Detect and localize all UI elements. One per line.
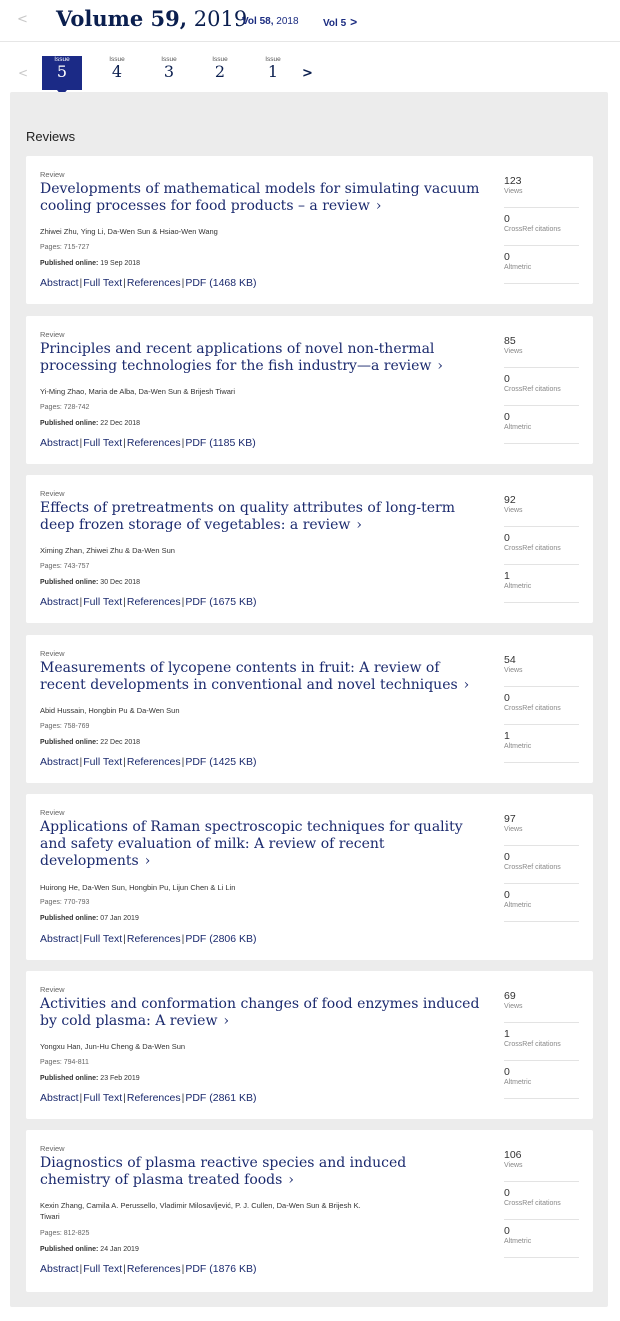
- altmetric-metric: 0 Altmetric: [504, 887, 579, 922]
- chevron-right-icon: >: [350, 15, 358, 29]
- full-text-link[interactable]: Full Text: [83, 277, 123, 289]
- chevron-right-icon: ›: [437, 358, 444, 374]
- article-authors: Yongxu Han, Jun-Hu Cheng & Da-Wen Sun: [40, 1042, 186, 1051]
- article-links: Abstract|Full Text|References|PDF (1675 KB): [40, 596, 257, 608]
- altmetric-metric: 1 Altmetric: [504, 728, 579, 763]
- abstract-link[interactable]: Abstract: [40, 933, 79, 945]
- crossref-metric: 0 CrossRef citations: [504, 690, 579, 725]
- issue-tab-number: 1: [267, 62, 279, 81]
- pdf-link[interactable]: PDF (1876 KB): [185, 1263, 257, 1275]
- article-authors: Abid Hussain, Hongbin Pu & Da-Wen Sun: [40, 706, 180, 715]
- article-links: Abstract|Full Text|References|PDF (1876 KB): [40, 1263, 257, 1275]
- article-card: [26, 1130, 593, 1292]
- previous-volume-icon[interactable]: <: [17, 12, 28, 27]
- crossref-metric: 0 CrossRef citations: [504, 211, 579, 246]
- previous-volume-link[interactable]: [242, 16, 299, 27]
- article-card: [26, 971, 593, 1119]
- chevron-right-icon: ›: [223, 1013, 230, 1029]
- references-link[interactable]: References: [126, 756, 181, 768]
- pdf-link[interactable]: PDF (2806 KB): [185, 933, 257, 945]
- article-links: Abstract|Full Text|References|PDF (1185 KB): [40, 437, 256, 449]
- altmetric-metric: 0 Altmetric: [504, 1223, 579, 1258]
- article-type: Review: [40, 489, 65, 498]
- volume-title: [56, 6, 247, 31]
- article-title[interactable]: Diagnostics of plasma reactive species and induced chemistry of plasma treated foods ›: [40, 1155, 407, 1188]
- issue-tab-3[interactable]: [149, 56, 189, 90]
- article-card: [26, 316, 593, 464]
- volume-label: Volume 59,: [56, 6, 188, 31]
- article-published: Published online: 23 Feb 2019: [40, 1075, 140, 1082]
- article-metrics: [504, 988, 579, 1102]
- article-type: Review: [40, 170, 65, 179]
- issue-tab-number: 4: [111, 62, 123, 81]
- chevron-right-icon: ›: [288, 1172, 294, 1188]
- full-text-link[interactable]: Full Text: [83, 933, 123, 945]
- altmetric-metric: 0 Altmetric: [504, 249, 579, 284]
- issue-tab-number: 3: [163, 62, 175, 81]
- article-published: Published online: 19 Sep 2018: [40, 260, 140, 267]
- abstract-link[interactable]: Abstract: [40, 277, 79, 289]
- pdf-link[interactable]: PDF (1468 KB): [185, 277, 257, 289]
- abstract-link[interactable]: Abstract: [40, 437, 79, 449]
- views-metric: 92 Views: [504, 492, 579, 527]
- views-metric: 85 Views: [504, 333, 579, 368]
- article-metrics: [504, 1147, 579, 1261]
- article-pages: Pages: 743-757: [40, 563, 90, 570]
- issue-tab-4[interactable]: [97, 56, 137, 90]
- article-published: Published online: 24 Jan 2019: [40, 1246, 139, 1253]
- article-metrics: [504, 333, 579, 447]
- issue-tab-label: Issue: [109, 56, 125, 63]
- altmetric-metric: 0 Altmetric: [504, 409, 579, 444]
- views-metric: 69 Views: [504, 988, 579, 1023]
- article-type: Review: [40, 330, 65, 339]
- references-link[interactable]: References: [126, 277, 181, 289]
- crossref-metric: 0 CrossRef citations: [504, 849, 579, 884]
- article-metrics: [504, 811, 579, 925]
- views-metric: 97 Views: [504, 811, 579, 846]
- article-pages: Pages: 770-793: [40, 899, 90, 906]
- pdf-link[interactable]: PDF (1185 KB): [185, 437, 256, 449]
- article-pages: Pages: 758-769: [40, 723, 90, 730]
- article-published: Published online: 30 Dec 2018: [40, 579, 140, 586]
- next-issue-icon[interactable]: >: [302, 66, 313, 81]
- section-title: Reviews: [26, 129, 76, 144]
- altmetric-metric: 1 Altmetric: [504, 568, 579, 603]
- article-authors: Kexin Zhang, Camila A. Perussello, Vladimir Milosavljević, P. J. Cullen, Da-Wen Sun & Brijesh K. Tiwari: [40, 1201, 361, 1221]
- article-pages: Pages: 728-742: [40, 404, 90, 411]
- references-link[interactable]: References: [126, 1263, 181, 1275]
- article-pages: Pages: 794-811: [40, 1059, 89, 1066]
- article-type: Review: [40, 985, 65, 994]
- volume-5-link[interactable]: [323, 15, 357, 29]
- references-link[interactable]: References: [126, 933, 181, 945]
- article-metrics: [504, 492, 579, 606]
- article-type: Review: [40, 808, 65, 817]
- previous-volume-year: 2018: [276, 16, 299, 27]
- abstract-link[interactable]: Abstract: [40, 1092, 79, 1104]
- issue-tab-label: Issue: [54, 56, 70, 63]
- chevron-right-icon: ›: [463, 677, 470, 693]
- article-title[interactable]: Activities and conformation changes of food enzymes induced by cold plasma: A review ›: [40, 996, 480, 1029]
- abstract-link[interactable]: Abstract: [40, 756, 79, 768]
- issue-tab-label: Issue: [161, 56, 177, 63]
- article-pages: Pages: 715-727: [40, 244, 90, 251]
- issue-tab-label: Issue: [212, 56, 228, 63]
- issue-tab-1[interactable]: [253, 56, 293, 90]
- full-text-link[interactable]: Full Text: [83, 437, 123, 449]
- crossref-metric: 1 CrossRef citations: [504, 1026, 579, 1061]
- volume-5-label: Vol 5: [323, 18, 347, 29]
- issue-tab-5[interactable]: [42, 56, 82, 90]
- article-card: [26, 635, 593, 783]
- crossref-metric: 0 CrossRef citations: [504, 371, 579, 406]
- article-authors: Huirong He, Da-Wen Sun, Hongbin Pu, Lijun Chen & Li Lin: [40, 883, 236, 892]
- article-authors: Zhiwei Zhu, Ying Li, Da-Wen Sun & Hsiao-Wen Wang: [40, 227, 218, 236]
- altmetric-metric: 0 Altmetric: [504, 1064, 579, 1099]
- article-card: [26, 794, 593, 960]
- reviews-panel: [10, 92, 608, 1307]
- article-title[interactable]: Principles and recent applications of novel non-thermal processing technologies for the fish industry—a review ›: [40, 341, 444, 374]
- article-authors: Yi-Ming Zhao, Maria de Alba, Da-Wen Sun & Brijesh Tiwari: [40, 387, 236, 396]
- article-type: Review: [40, 1144, 65, 1153]
- pdf-link[interactable]: PDF (1425 KB): [185, 756, 257, 768]
- article-links: Abstract|Full Text|References|PDF (2861 KB): [40, 1092, 257, 1104]
- crossref-metric: 0 CrossRef citations: [504, 1185, 579, 1220]
- article-type: Review: [40, 649, 65, 658]
- article-published: Published online: 22 Dec 2018: [40, 420, 140, 427]
- issue-tab-label: Issue: [265, 56, 281, 63]
- article-authors: Ximing Zhan, Zhiwei Zhu & Da-Wen Sun: [40, 546, 175, 555]
- article-card: [26, 475, 593, 623]
- abstract-link[interactable]: Abstract: [40, 596, 79, 608]
- article-metrics: [504, 173, 579, 287]
- views-metric: 123 Views: [504, 173, 579, 208]
- pdf-link[interactable]: PDF (1675 KB): [185, 596, 257, 608]
- crossref-metric: 0 CrossRef citations: [504, 530, 579, 565]
- references-link[interactable]: References: [126, 1092, 181, 1104]
- article-published: Published online: 07 Jan 2019: [40, 915, 139, 922]
- chevron-right-icon: ›: [144, 853, 151, 869]
- references-link[interactable]: References: [126, 596, 181, 608]
- chevron-right-icon: ›: [356, 517, 362, 533]
- volume-year: 2019: [193, 7, 248, 31]
- chevron-right-icon: ›: [375, 198, 382, 214]
- pdf-link[interactable]: PDF (2861 KB): [185, 1092, 257, 1104]
- article-metrics: [504, 652, 579, 766]
- full-text-link[interactable]: Full Text: [83, 1263, 123, 1275]
- article-title[interactable]: Developments of mathematical models for simulating vacuum cooling processes for food products – a review ›: [40, 181, 480, 214]
- issue-tab-2[interactable]: [200, 56, 240, 90]
- article-published: Published online: 22 Dec 2018: [40, 739, 140, 746]
- full-text-link[interactable]: Full Text: [83, 596, 123, 608]
- article-links: Abstract|Full Text|References|PDF (2806 KB): [40, 933, 257, 945]
- full-text-link[interactable]: Full Text: [83, 1092, 123, 1104]
- article-links: Abstract|Full Text|References|PDF (1425 KB): [40, 756, 257, 768]
- views-metric: 106 Views: [504, 1147, 579, 1182]
- previous-volume-label: Vol 58,: [242, 16, 274, 27]
- article-links: Abstract|Full Text|References|PDF (1468 KB): [40, 277, 257, 289]
- volume-nav: [0, 0, 620, 42]
- article-card: [26, 156, 593, 304]
- abstract-link[interactable]: Abstract: [40, 1263, 79, 1275]
- article-title[interactable]: Measurements of lycopene contents in fruit: A review of recent developments in conventional and novel techniques ›: [40, 660, 470, 693]
- issue-nav: [0, 42, 620, 92]
- issue-tab-number: 2: [214, 62, 226, 81]
- article-title[interactable]: Effects of pretreatments on quality attributes of long-term deep frozen storage of vegetables: a review ›: [40, 500, 455, 533]
- article-title[interactable]: Applications of Raman spectroscopic techniques for quality and safety evaluation of milk: A review of recent developments ›: [40, 819, 463, 869]
- full-text-link[interactable]: Full Text: [83, 756, 123, 768]
- previous-issue-icon[interactable]: <: [18, 66, 29, 80]
- views-metric: 54 Views: [504, 652, 579, 687]
- article-pages: Pages: 812-825: [40, 1230, 90, 1237]
- references-link[interactable]: References: [126, 437, 181, 449]
- issue-tab-number: 5: [56, 62, 68, 81]
